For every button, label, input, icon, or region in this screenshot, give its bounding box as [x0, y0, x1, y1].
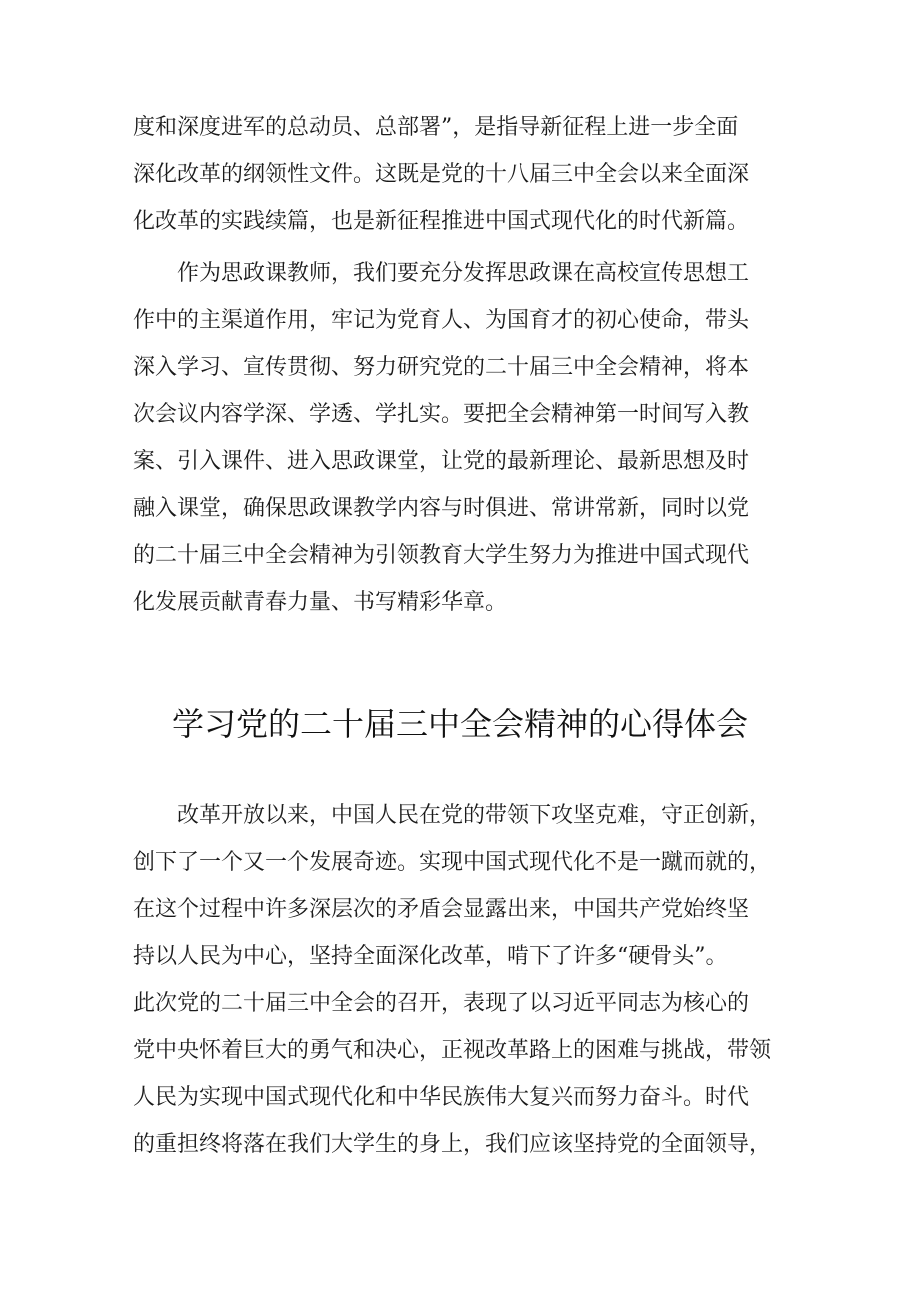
text-line: 作中的主渠道作用，牢记为党育人、为国育才的初心使命，带头	[133, 308, 750, 333]
text-line: 创下了一个又一个发展奇迹。实现中国式现代化不是一蹴而就的，	[133, 850, 772, 875]
text-line: 深化改革的纲领性文件。这既是党的十八届三中全会以来全面深	[133, 162, 750, 187]
text-line: 党中央怀着巨大的勇气和决心，正视改革路上的困难与挑战，带领	[133, 1038, 772, 1063]
text-line: 度和深度进军的总动员、总部署”，是指导新征程上进一步全面	[133, 115, 739, 140]
text-line: 次会议内容学深、学透、学扎实。要把全会精神第一时间写入教	[133, 402, 750, 427]
text-line: 深入学习、宣传贯彻、努力研究党的二十届三中全会精神，将本	[133, 355, 750, 380]
text-line: 化改革的实践续篇，也是新征程推进中国式现代化的时代新篇。	[133, 209, 750, 234]
text-line: 持以人民为中心，坚持全面深化改革，啃下了许多“硬骨头”。	[133, 944, 728, 969]
text-line: 作为思政课教师，我们要充分发挥思政课在高校宣传思想工	[177, 261, 750, 286]
text-line: 融入课堂，确保思政课教学内容与时俱进、常讲常新，同时以党	[133, 496, 750, 521]
text-line: 化发展贡献青春力量、书写精彩华章。	[133, 590, 508, 615]
text-line: 的二十届三中全会精神为引领教育大学生努力为推进中国式现代	[133, 543, 750, 568]
section-title: 学习党的二十届三中全会精神的心得体会	[171, 705, 748, 743]
text-line: 此次党的二十届三中全会的召开，表现了以习近平同志为核心的	[133, 991, 750, 1016]
text-line: 在这个过程中许多深层次的矛盾会显露出来，中国共产党始终坚	[133, 897, 750, 922]
text-line: 改革开放以来，中国人民在党的带领下攻坚克难，守正创新，	[177, 803, 772, 828]
text-line: 人民为实现中国式现代化和中华民族伟大复兴而努力奋斗。时代	[133, 1085, 750, 1110]
text-line: 案、引入课件、进入思政课堂，让党的最新理论、最新思想及时	[133, 449, 750, 474]
text-line: 的重担终将落在我们大学生的身上，我们应该坚持党的全面领导，	[133, 1132, 772, 1157]
